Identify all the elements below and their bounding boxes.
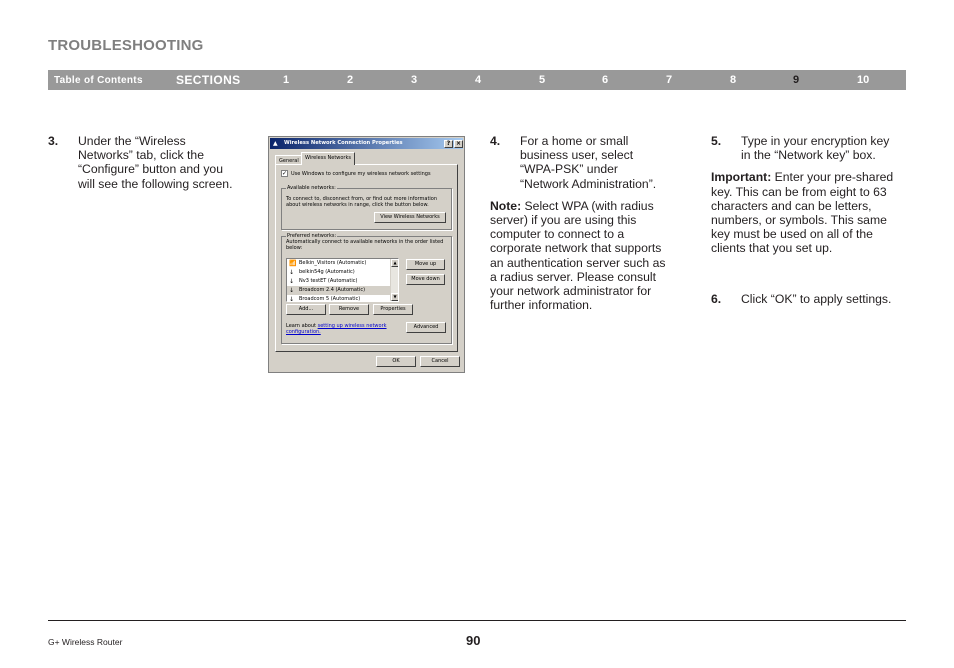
step-3-block [48,134,253,191]
antenna-icon: 📶 [289,260,297,267]
step-line: will see the following screen. [78,176,233,191]
section-link-2[interactable]: 2 [347,74,354,86]
network-list-item-selected[interactable]: ↓ Broadcom 2.4 (Automatic) [287,286,398,295]
important-line: numbers, or symbols. This same [711,213,887,228]
note-paragraph [490,199,690,313]
list-scrollbar[interactable] [390,259,398,301]
section-link-6[interactable]: 6 [602,74,609,86]
important-line: key. This can be from eight to 63 [711,184,887,199]
step-line: “WPA-PSK” under [520,162,618,177]
antenna-icon: ↓ [289,296,295,302]
preferred-networks-list[interactable] [286,258,399,302]
available-networks-label: Available networks: [287,185,336,191]
section-link-5[interactable]: 5 [539,74,546,86]
preferred-networks-label: Preferred networks: [287,233,337,239]
network-list-item[interactable]: ↓ Broadcom 5 (Automatic) [289,296,361,302]
step-line: “Network Administration”. [520,176,657,191]
section-link-8[interactable]: 8 [730,74,737,86]
note-label: Note: [490,198,522,213]
tab-wireless-networks[interactable]: Wireless Networks [301,152,355,165]
use-windows-label: Use Windows to configure my wireless network settings [291,171,431,177]
available-networks-group [281,188,452,230]
learn-about-text: Learn about setting up wireless network [286,323,387,329]
available-text-line: To connect to, disconnect from, or find out more information [286,196,438,202]
move-up-button[interactable]: Move up [406,259,445,270]
remove-button[interactable]: Remove [329,304,369,315]
section-link-7[interactable]: 7 [666,74,673,86]
note-line: server) if you are using this [490,213,637,228]
note-line: computer to connect to a [490,227,625,242]
preferred-text-line: Automatically connect to available networks in the order listed [286,239,444,245]
step-line: Networks” tab, click the [78,148,204,163]
important-line: Enter your pre-shared [771,170,894,185]
section-link-4[interactable]: 4 [475,74,482,86]
network-list-item[interactable]: ↓ Nv3 testET (Automatic) [289,278,358,285]
step-line: business user, select [520,148,634,163]
step-line: Click “OK” to apply settings. [741,291,892,306]
available-text-line: about wireless networks in range, click the button below. [286,202,429,208]
view-wireless-networks-button[interactable]: View Wireless Networks [374,212,446,223]
antenna-icon: ↓ [289,269,295,276]
section-title: TROUBLESHOOTING [48,37,204,54]
scroll-down-arrow-icon[interactable]: ▼ [391,293,399,301]
step-number: 6. [711,291,722,306]
important-paragraph [711,170,911,255]
footer-product-name: G+ Wireless Router [48,637,123,647]
table-of-contents-link[interactable]: Table of Contents [54,75,143,86]
network-list-item[interactable]: ↓ belkin54g (Automatic) [289,269,355,276]
note-line: Select WPA (with radius [521,198,654,213]
properties-button[interactable]: Properties [373,304,413,315]
page-number: 90 [466,633,481,648]
step-number: 3. [48,134,59,148]
antenna-icon: ↓ [289,287,295,294]
section-link-10[interactable]: 10 [857,74,870,86]
note-line: further information. [490,298,593,313]
close-button[interactable]: × [455,140,462,147]
step-line: in the “Network key” box. [741,148,876,163]
help-button[interactable]: ? [444,140,453,148]
learn-more-link[interactable]: setting up wireless network [317,323,387,329]
note-line: an authentication server such as [490,255,666,270]
use-windows-checkbox[interactable]: ✓ [282,170,288,177]
step-line: Under the “Wireless [78,134,186,148]
preferred-text-line: below: [286,245,303,251]
important-line: characters and can be letters, [711,198,872,213]
step-4-block [490,134,690,312]
step-line: For a home or small [520,134,629,148]
section-navbar [48,70,906,90]
ok-button[interactable]: OK [376,356,416,367]
important-label: Important: [711,170,772,185]
sections-label: SECTIONS [176,73,241,87]
dialog-title: Wireless Network Connection Properties [284,140,403,146]
note-line: a radius server. Please consult [490,269,656,284]
dialog-titlebar [270,138,463,149]
scroll-up-arrow-icon[interactable]: ▲ [391,259,399,267]
network-list-item[interactable]: 📶 Belkin_Visitors (Automatic) [289,260,367,267]
move-down-button[interactable]: Move down [406,274,445,285]
cancel-button[interactable]: Cancel [420,356,460,367]
important-line: clients that you set up. [711,241,833,256]
step-line: Type in your encryption key [741,134,890,148]
learn-more-link-continued[interactable]: configuration. [286,329,321,335]
step-5-6-block [711,134,911,306]
step-number: 4. [490,134,501,148]
advanced-button[interactable]: Advanced [406,322,446,333]
note-line: corporate network that supports [490,241,662,256]
tab-general[interactable]: General [275,155,303,165]
step-number: 5. [711,134,722,148]
network-icon: ▲ [273,140,278,147]
antenna-icon: ↓ [289,278,295,285]
section-link-3[interactable]: 3 [411,74,418,86]
section-link-9-active[interactable]: 9 [793,74,800,86]
wireless-properties-dialog-screenshot [268,136,465,373]
add-button[interactable]: Add... [286,304,326,315]
step-line: “Configure” button and you [78,162,223,177]
footer-divider [48,620,906,621]
important-line: key must be used on all of the [711,227,873,242]
section-link-1[interactable]: 1 [283,74,290,86]
note-line: your network administrator for [490,284,652,299]
